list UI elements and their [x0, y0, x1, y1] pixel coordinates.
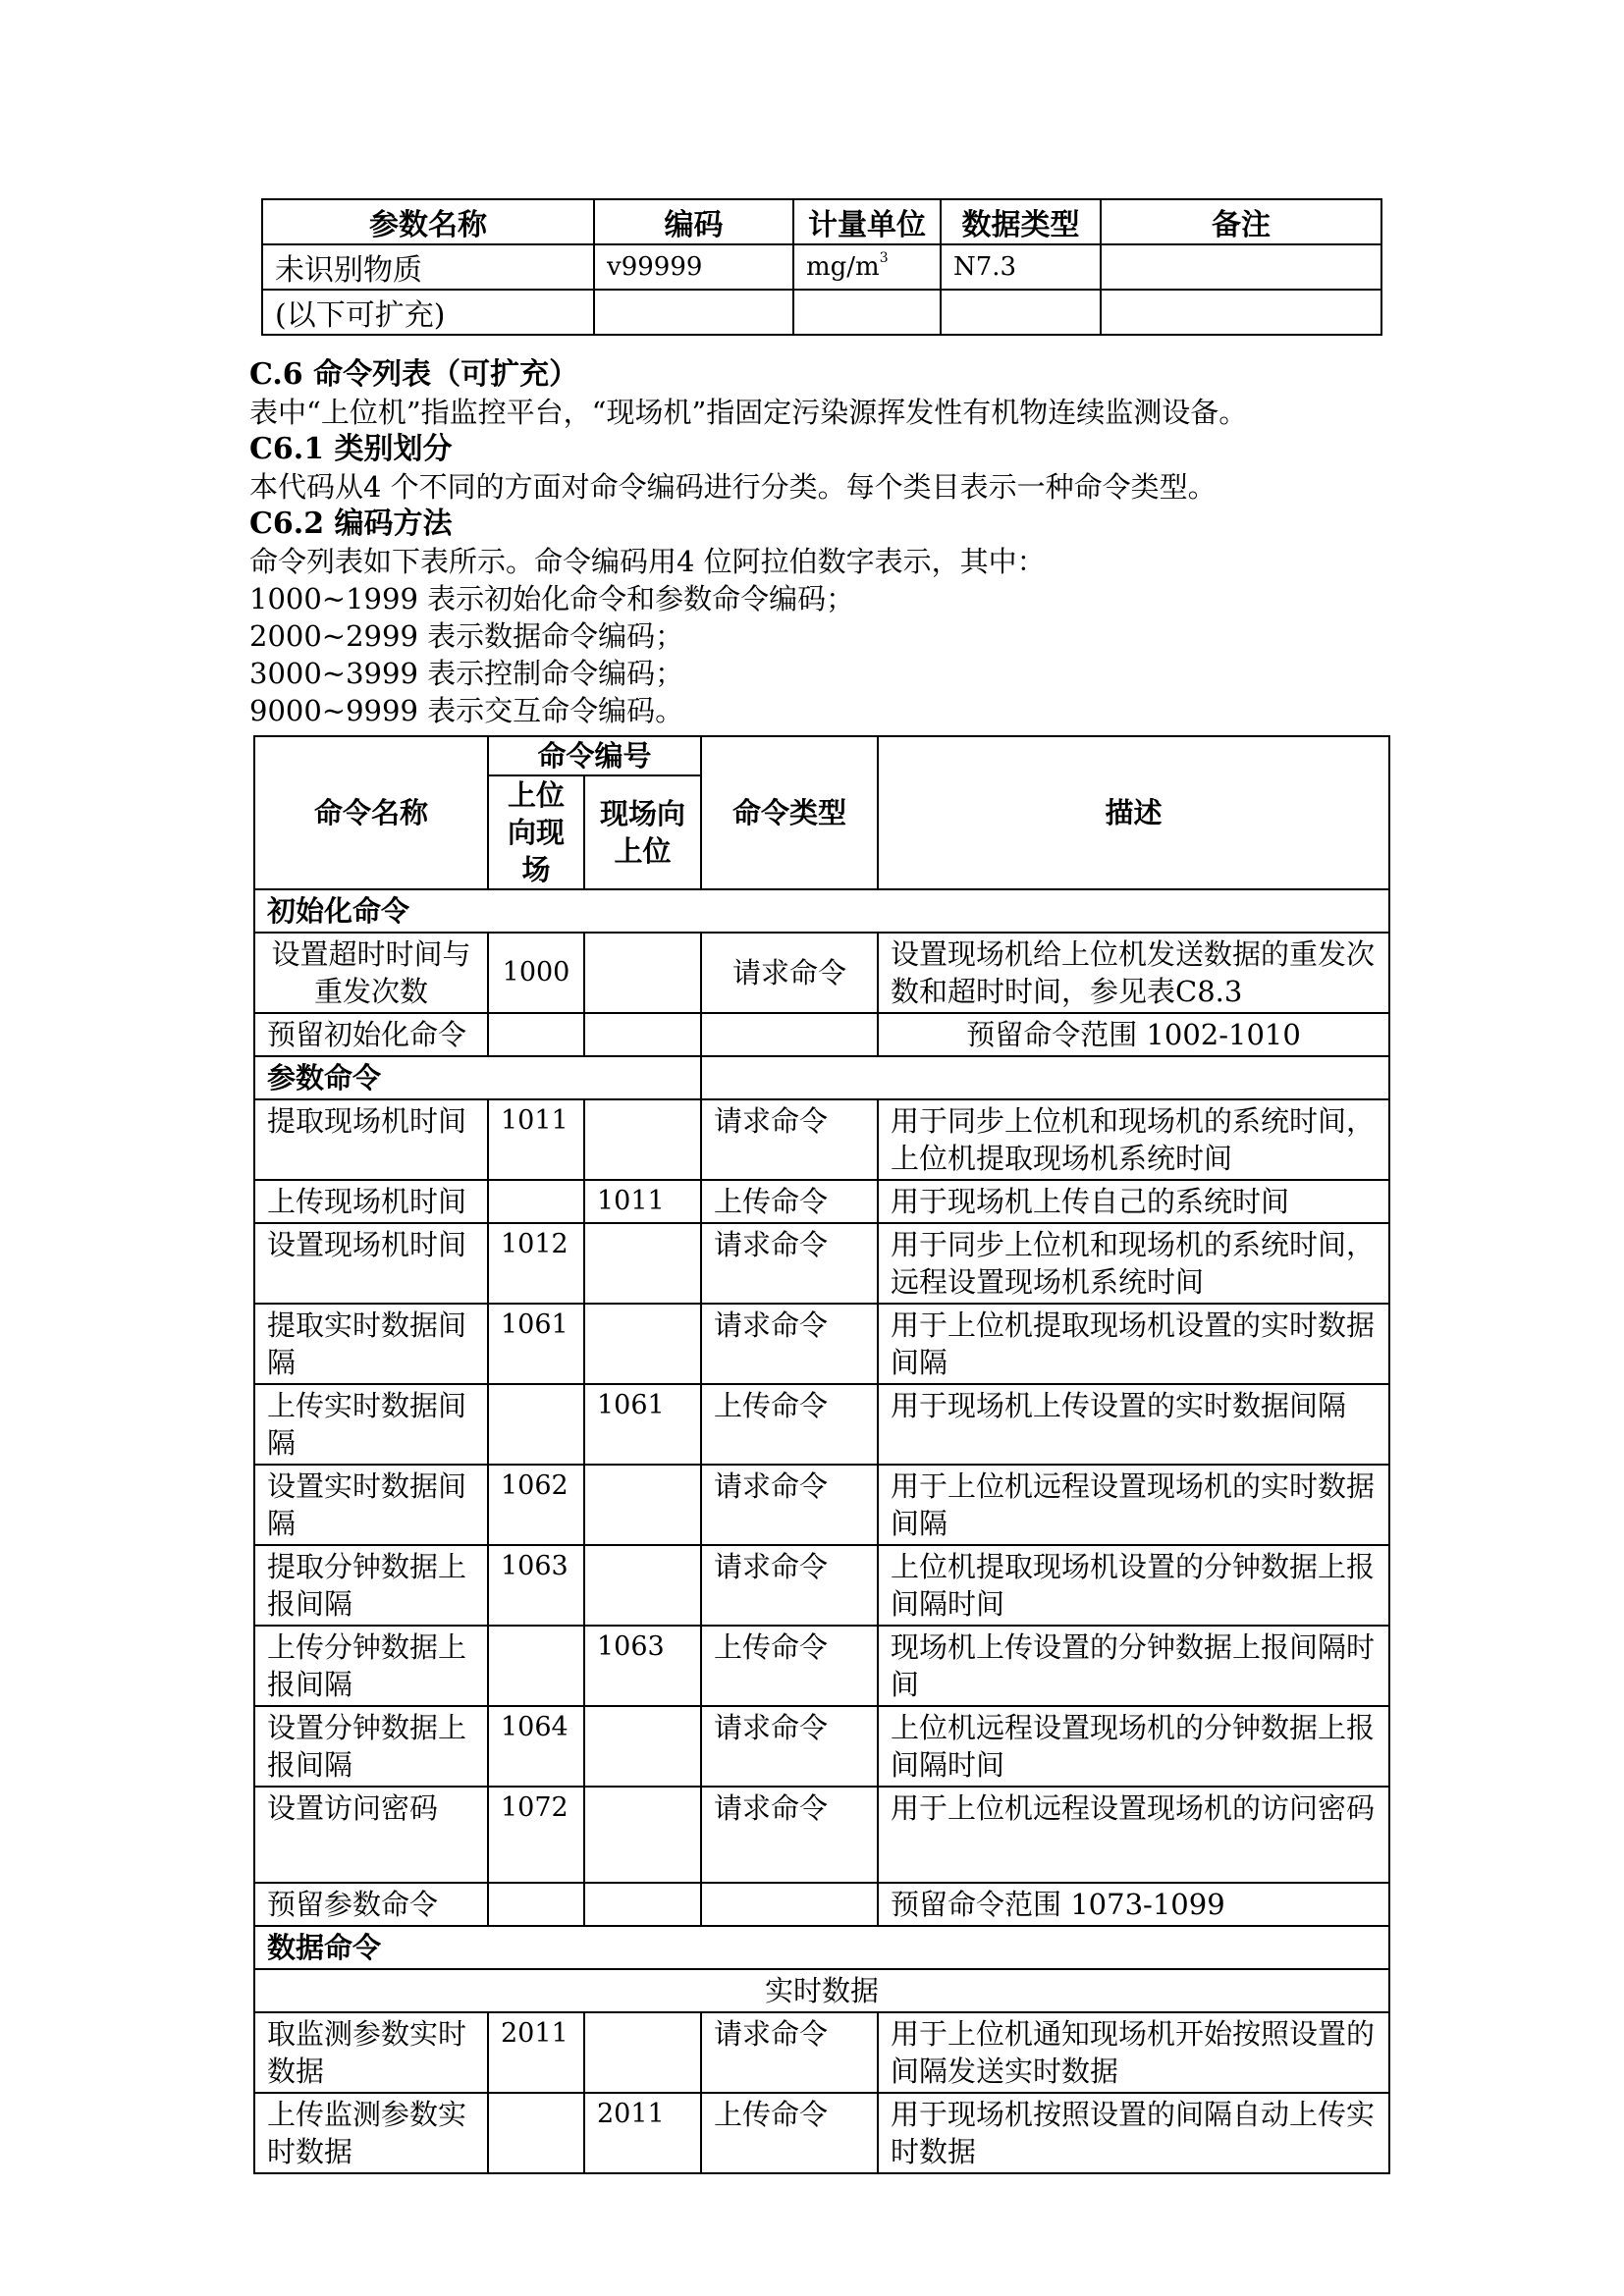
command-description: 预留命令范围 1002-1010 [878, 1013, 1389, 1056]
command-name: 取监测参数实时数据 [254, 2012, 488, 2093]
param-name: (以下可扩充) [262, 290, 594, 335]
command-type: 请求命令 [701, 1304, 878, 1384]
section-c62-line: 命令列表如下表所示。命令编码用4 位阿拉伯数字表示，其中： [249, 545, 1046, 578]
category-param-blank [701, 1056, 1389, 1099]
table-row [254, 2012, 1389, 2093]
command-name: 上传实时数据间隔 [254, 1384, 488, 1465]
command-code-down [584, 1304, 701, 1384]
unit-superscript: 3 [879, 250, 889, 266]
command-code-down [584, 1013, 701, 1056]
command-type: 请求命令 [701, 1706, 878, 1787]
command-description: 用于上位机远程设置现场机的实时数据间隔 [878, 1465, 1389, 1545]
command-code-up [488, 1626, 584, 1706]
command-type: 上传命令 [701, 1626, 878, 1706]
command-name: 预留初始化命令 [254, 1013, 488, 1056]
subcategory-realtime: 实时数据 [254, 1969, 1389, 2012]
param-data-type [941, 290, 1101, 335]
command-code-down: 2011 [584, 2093, 701, 2173]
section-c6-text: 表中“上位机”指监控平台，“现场机”指固定污染源挥发性有机物连续监测设备。 [249, 396, 1248, 429]
table-row [254, 2093, 1389, 2173]
table-row [254, 1223, 1389, 1304]
command-code-up: 1064 [488, 1706, 584, 1787]
command-code-down [584, 933, 701, 1013]
command-description: 设置现场机给上位机发送数据的重发次数和超时时间，参见表C8.3 [878, 933, 1389, 1013]
category-param: 参数命令 [254, 1056, 701, 1099]
table-row [254, 933, 1389, 1013]
command-type: 上传命令 [701, 2093, 878, 2173]
table-row [262, 244, 1381, 290]
command-name: 上传分钟数据上报间隔 [254, 1626, 488, 1706]
header-description: 描述 [878, 736, 1389, 889]
command-name: 上传监测参数实时数据 [254, 2093, 488, 2173]
command-code-up: 1000 [488, 933, 584, 1013]
command-name: 设置实时数据间隔 [254, 1465, 488, 1545]
header-code: 编码 [594, 199, 793, 244]
param-unit [793, 290, 941, 335]
command-code-down [584, 1883, 701, 1926]
command-description: 用于现场机按照设置的间隔自动上传实时数据 [878, 2093, 1389, 2173]
command-code-down [584, 1465, 701, 1545]
table-row [254, 1883, 1389, 1926]
command-code-up [488, 1013, 584, 1056]
command-type: 请求命令 [701, 933, 878, 1013]
command-type: 请求命令 [701, 1465, 878, 1545]
header-field-to-up: 现场向上位 [584, 775, 701, 889]
section-c62-title: C6.2 编码方法 [249, 507, 453, 541]
command-type: 请求命令 [701, 1099, 878, 1180]
command-description: 预留命令范围 1073-1099 [878, 1883, 1389, 1926]
table-row [254, 1545, 1389, 1626]
table-row [254, 1706, 1389, 1787]
command-description: 用于同步上位机和现场机的系统时间，远程设置现场机系统时间 [878, 1223, 1389, 1304]
command-code-down [584, 1099, 701, 1180]
command-description: 用于上位机远程设置现场机的访问密码 [878, 1787, 1389, 1883]
header-data-type: 数据类型 [941, 199, 1101, 244]
command-code-up [488, 2093, 584, 2173]
command-type: 上传命令 [701, 1384, 878, 1465]
param-note [1101, 290, 1381, 335]
table-row [254, 1013, 1389, 1056]
command-type: 请求命令 [701, 1223, 878, 1304]
command-name: 设置现场机时间 [254, 1223, 488, 1304]
header-command-code: 命令编号 [488, 736, 701, 775]
param-code [594, 290, 793, 335]
command-code-up: 1061 [488, 1304, 584, 1384]
table-row [254, 1465, 1389, 1545]
category-row [254, 1926, 1389, 1969]
command-code-up: 2011 [488, 2012, 584, 2093]
command-code-up [488, 1180, 584, 1223]
command-code-up: 1063 [488, 1545, 584, 1626]
command-name: 提取分钟数据上报间隔 [254, 1545, 488, 1626]
command-code-up [488, 1384, 584, 1465]
command-code-down: 1011 [584, 1180, 701, 1223]
table-row [254, 1384, 1389, 1465]
command-code-down: 1063 [584, 1626, 701, 1706]
section-c62-line: 1000~1999 表示初始化命令和参数命令编码； [249, 582, 855, 615]
subcategory-row [254, 1969, 1389, 2012]
command-code-up: 1072 [488, 1787, 584, 1883]
table-row [254, 1304, 1389, 1384]
category-row [254, 1056, 1389, 1099]
section-c62-line: 9000~9999 表示交互命令编码。 [249, 694, 684, 727]
table-row [254, 1180, 1389, 1223]
command-code-up [488, 1883, 584, 1926]
header-up-to-field: 上位向现场 [488, 775, 584, 889]
command-code-down [584, 2012, 701, 2093]
command-code-up: 1011 [488, 1099, 584, 1180]
category-row [254, 889, 1389, 933]
command-code-up: 1062 [488, 1465, 584, 1545]
param-note [1101, 244, 1381, 290]
header-unit: 计量单位 [793, 199, 941, 244]
category-data: 数据命令 [254, 1926, 1389, 1969]
command-name: 设置访问密码 [254, 1787, 488, 1883]
command-type [701, 1013, 878, 1056]
table-row [254, 1626, 1389, 1706]
command-name: 设置超时时间与重发次数 [254, 933, 488, 1013]
parameter-table-header [262, 199, 1381, 244]
command-description: 用于现场机上传自己的系统时间 [878, 1180, 1389, 1223]
command-type: 上传命令 [701, 1180, 878, 1223]
category-init: 初始化命令 [254, 889, 1389, 933]
header-note: 备注 [1101, 199, 1381, 244]
command-description: 用于上位机通知现场机开始按照设置的间隔发送实时数据 [878, 2012, 1389, 2093]
section-c6-title: C.6 命令列表（可扩充） [249, 357, 579, 392]
table-row [254, 1099, 1389, 1180]
unit-base: mg/m [806, 252, 880, 282]
command-type: 请求命令 [701, 1545, 878, 1626]
param-unit [793, 244, 941, 290]
param-code: v99999 [594, 244, 793, 290]
section-c61-text: 本代码从4 个不同的方面对命令编码进行分类。每个类目表示一种命令类型。 [249, 470, 1217, 504]
command-name: 预留参数命令 [254, 1883, 488, 1926]
header-param-name: 参数名称 [262, 199, 594, 244]
command-code-down [584, 1223, 701, 1304]
section-c61-title: C6.1 类别划分 [249, 432, 453, 466]
table-row [254, 1787, 1389, 1883]
parameter-table [261, 198, 1382, 336]
param-name: 未识别物质 [262, 244, 594, 290]
command-name: 上传现场机时间 [254, 1180, 488, 1223]
table-row [262, 290, 1381, 335]
command-description: 用于同步上位机和现场机的系统时间，上位机提取现场机系统时间 [878, 1099, 1389, 1180]
command-code-up: 1012 [488, 1223, 584, 1304]
command-description: 用于现场机上传设置的实时数据间隔 [878, 1384, 1389, 1465]
section-c62-line: 2000~2999 表示数据命令编码； [249, 619, 684, 653]
command-type: 请求命令 [701, 2012, 878, 2093]
command-code-down [584, 1545, 701, 1626]
command-type [701, 1883, 878, 1926]
command-name: 提取实时数据间隔 [254, 1304, 488, 1384]
header-command-name: 命令名称 [254, 736, 488, 889]
command-table-header [254, 736, 1389, 775]
command-name: 提取现场机时间 [254, 1099, 488, 1180]
command-description: 上位机提取现场机设置的分钟数据上报间隔时间 [878, 1545, 1389, 1626]
command-table [253, 735, 1390, 2174]
command-name: 设置分钟数据上报间隔 [254, 1706, 488, 1787]
section-c62-line: 3000~3999 表示控制命令编码； [249, 657, 684, 690]
header-command-type: 命令类型 [701, 736, 878, 889]
command-code-down [584, 1706, 701, 1787]
command-description: 用于上位机提取现场机设置的实时数据间隔 [878, 1304, 1389, 1384]
param-data-type: N7.3 [941, 244, 1101, 290]
command-type: 请求命令 [701, 1787, 878, 1883]
command-description: 上位机远程设置现场机的分钟数据上报间隔时间 [878, 1706, 1389, 1787]
command-code-down: 1061 [584, 1384, 701, 1465]
command-code-down [584, 1787, 701, 1883]
command-description: 现场机上传设置的分钟数据上报间隔时间 [878, 1626, 1389, 1706]
